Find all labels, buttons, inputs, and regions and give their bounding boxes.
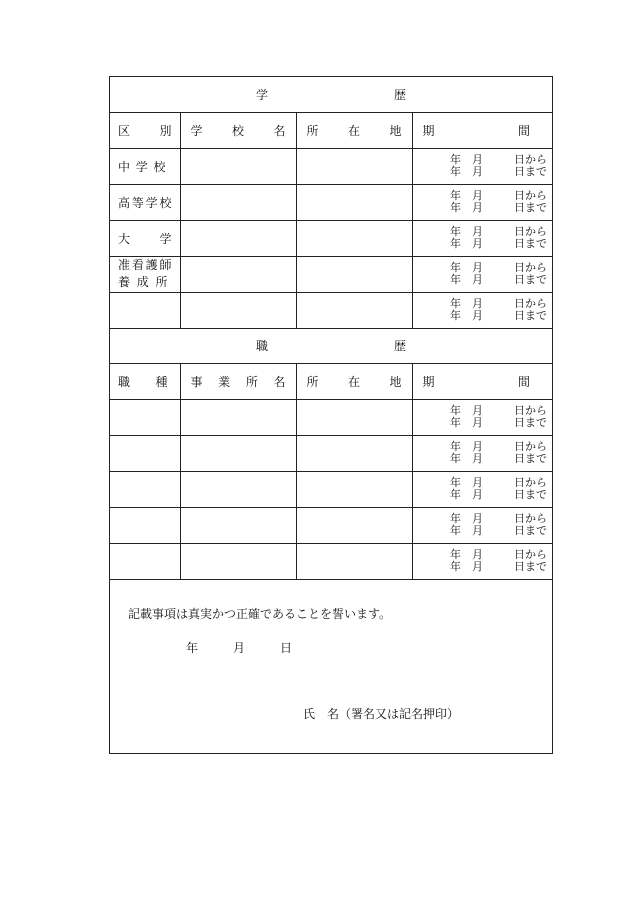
- school-location-cell[interactable]: [296, 292, 412, 328]
- workplace-location-cell[interactable]: [296, 507, 412, 543]
- education-section-title: 学 歴: [256, 87, 407, 102]
- period-labels: 年 月 日から 年 月 日まで: [450, 297, 548, 322]
- school-location-cell[interactable]: [296, 220, 412, 256]
- school-name-cell[interactable]: [180, 256, 296, 292]
- school-location-cell[interactable]: [296, 184, 412, 220]
- period-cell[interactable]: [412, 507, 552, 543]
- period-cell[interactable]: [412, 543, 552, 579]
- education-category-label: 中 学 校: [118, 159, 166, 174]
- work-row: [110, 399, 552, 435]
- period-cell[interactable]: [412, 256, 552, 292]
- school-name-header: 学 校 名: [190, 123, 286, 138]
- date-year-label: 年: [186, 641, 199, 655]
- school-name-cell[interactable]: [180, 184, 296, 220]
- location-header: 所 在 地: [306, 374, 402, 389]
- date-month-label: 月: [233, 641, 246, 655]
- school-location-cell[interactable]: [296, 148, 412, 184]
- period-labels: 年 月 日から 年 月 日まで: [450, 404, 548, 429]
- period-labels: 年 月 日から 年 月 日まで: [450, 189, 548, 214]
- education-section-header: [110, 77, 552, 112]
- history-form: [109, 76, 553, 754]
- period-header: 期 間: [422, 374, 531, 389]
- workplace-name-cell[interactable]: [180, 543, 296, 579]
- workplace-location-cell[interactable]: [296, 471, 412, 507]
- education-row: [110, 184, 552, 220]
- date-day-label: 日: [280, 641, 293, 655]
- period-labels: 年 月 日から 年 月 日まで: [450, 153, 548, 178]
- workplace-name-header: 事 業 所 名: [190, 374, 286, 389]
- work-row: [110, 507, 552, 543]
- declaration-date: [186, 639, 292, 656]
- work-column-headers: [110, 363, 552, 399]
- signature-label: 氏 名（署名又は記名押印）: [303, 707, 460, 721]
- period-cell[interactable]: [412, 471, 552, 507]
- period-cell[interactable]: [412, 292, 552, 328]
- period-labels: 年 月 日から 年 月 日まで: [450, 548, 548, 573]
- workplace-name-cell[interactable]: [180, 435, 296, 471]
- education-category-cell: [110, 184, 180, 220]
- work-row: [110, 543, 552, 579]
- workplace-location-cell[interactable]: [296, 399, 412, 435]
- education-category-cell: [110, 292, 180, 328]
- education-category-cell: [110, 256, 180, 292]
- education-category-cell: [110, 220, 180, 256]
- workplace-location-cell[interactable]: [296, 435, 412, 471]
- workplace-name-cell[interactable]: [180, 399, 296, 435]
- workplace-name-cell[interactable]: [180, 507, 296, 543]
- education-row: [110, 148, 552, 184]
- workplace-name-cell[interactable]: [180, 471, 296, 507]
- education-category-label: 高 等 学 校: [118, 195, 172, 210]
- education-column-headers: [110, 112, 552, 148]
- declaration-statement: 記載事項は真実かつ正確であることを誓います。: [128, 607, 392, 621]
- education-row: [110, 256, 552, 292]
- education-category-label: 大 学: [118, 231, 172, 246]
- education-category-cell: [110, 148, 180, 184]
- category-header: 区 別: [118, 123, 172, 138]
- job-type-cell[interactable]: [110, 471, 180, 507]
- period-labels: 年 月 日から 年 月 日まで: [450, 440, 548, 465]
- period-labels: 年 月 日から 年 月 日まで: [450, 512, 548, 537]
- period-cell[interactable]: [412, 184, 552, 220]
- work-row: [110, 471, 552, 507]
- period-labels: 年 月 日から 年 月 日まで: [450, 261, 548, 286]
- job-type-cell[interactable]: [110, 507, 180, 543]
- period-labels: 年 月 日から 年 月 日まで: [450, 476, 548, 501]
- period-cell[interactable]: [412, 220, 552, 256]
- workplace-location-cell[interactable]: [296, 543, 412, 579]
- school-name-cell[interactable]: [180, 148, 296, 184]
- work-row: [110, 435, 552, 471]
- location-header: 所 在 地: [306, 123, 402, 138]
- education-category-label: 准 看 護 師 養 成 所: [118, 258, 172, 289]
- period-cell[interactable]: [412, 435, 552, 471]
- period-cell[interactable]: [412, 399, 552, 435]
- job-type-cell[interactable]: [110, 543, 180, 579]
- period-labels: 年 月 日から 年 月 日まで: [450, 225, 548, 250]
- history-table: [110, 77, 552, 580]
- period-header: 期 間: [422, 123, 531, 138]
- work-section-header: [110, 328, 552, 363]
- job-type-cell[interactable]: [110, 399, 180, 435]
- school-location-cell[interactable]: [296, 256, 412, 292]
- period-cell[interactable]: [412, 148, 552, 184]
- work-section-title: 職 歴: [256, 339, 407, 353]
- job-type-header: 職 種: [118, 374, 168, 389]
- education-row: [110, 292, 552, 328]
- education-row: [110, 220, 552, 256]
- school-name-cell[interactable]: [180, 292, 296, 328]
- job-type-cell[interactable]: [110, 435, 180, 471]
- school-name-cell[interactable]: [180, 220, 296, 256]
